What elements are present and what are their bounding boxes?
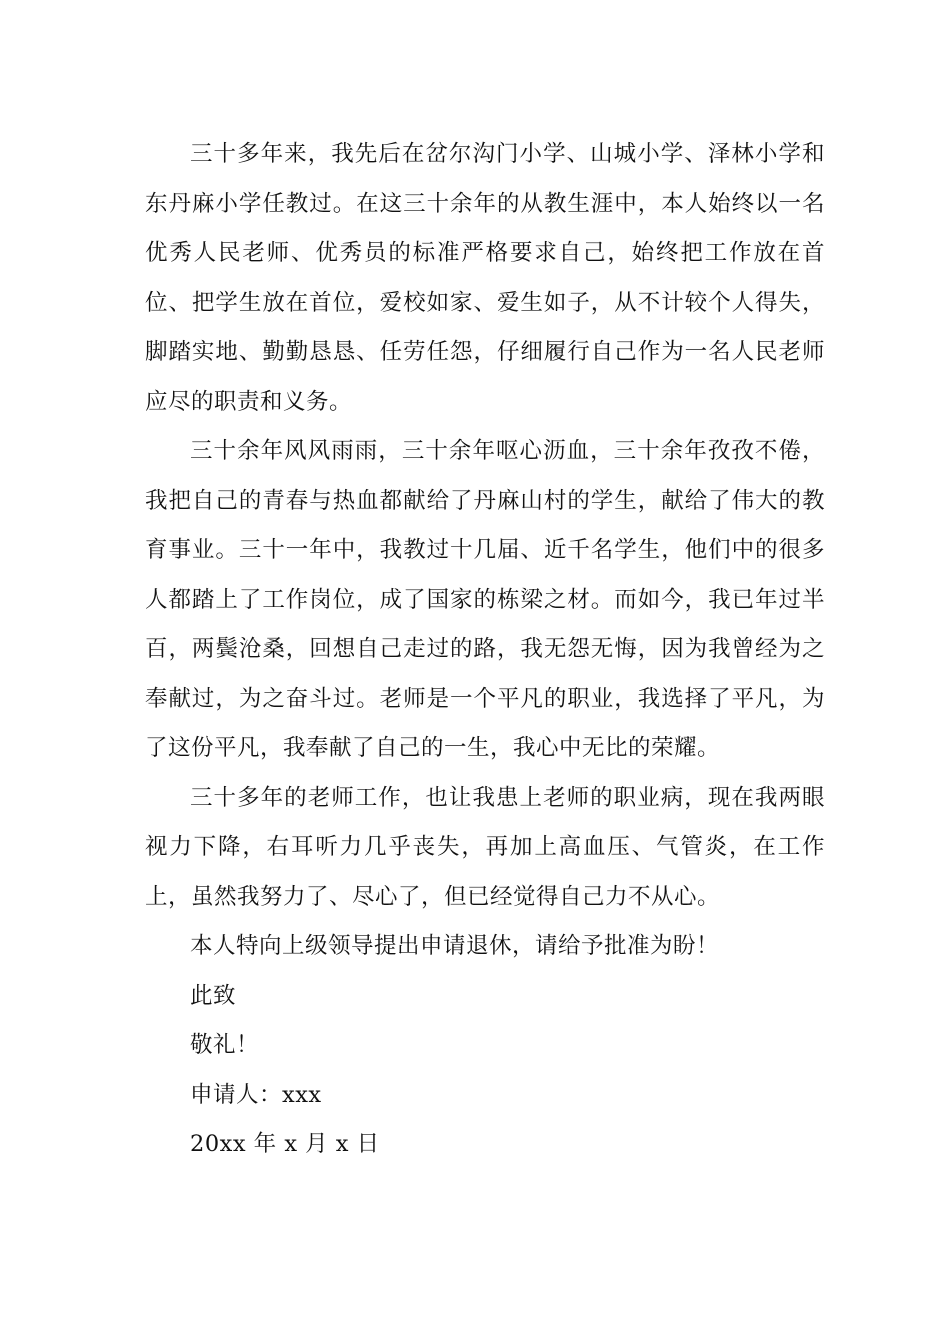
- paragraph-2: 三十余年风风雨雨，三十余年呕心沥血，三十余年孜孜不倦，我把自己的青春与热血都献给了丹麻山村的学生，献给了伟大的教育事业。三十一年中，我教过十几届、近千名学生，他们中的很多人都踏上了工作岗位，成了国家的栋梁之材。而如今，我已年过半百，两鬓沧桑，回想自己走过的路，我无怨无悔，因为我曾经为之奉献过，为之奋斗过。老师是一个平凡的职业，我选择了平凡，为了这份平凡，我奉献了自己的一生，我心中无比的荣耀。: [145, 438, 825, 761]
- paragraph-1: 三十多年来，我先后在岔尔沟门小学、山城小学、泽林小学和东丹麻小学任教过。在这三十余年的从教生涯中，本人始终以一名优秀人民老师、优秀员的标准严格要求自己，始终把工作放在首位、把学生放在首位，爱校如家、爱生如子，从不计较个人得失，脚踏实地、勤勤恳恳、任劳任怨，仔细履行自己作为一名人民老师应尽的职责和义务。: [145, 141, 825, 415]
- paragraph-3: 三十多年的老师工作，也让我患上老师的职业病，现在我两眼视力下降，右耳听力几乎丧失，再加上高血压、气管炎，在工作上，虽然我努力了、尽心了，但已经觉得自己力不从心。: [145, 784, 825, 910]
- letter-body: [145, 130, 825, 1170]
- closing-line-2: 敬礼！: [190, 1032, 260, 1058]
- closing-line-1: 此致: [190, 982, 237, 1009]
- request-line: 本人特向上级领导提出申请退休，请给予批准为盼！: [190, 933, 720, 959]
- applicant-line: 申请人：xxx: [190, 1081, 322, 1108]
- date-line: 20xx 年 x 月 x 日: [190, 1131, 380, 1157]
